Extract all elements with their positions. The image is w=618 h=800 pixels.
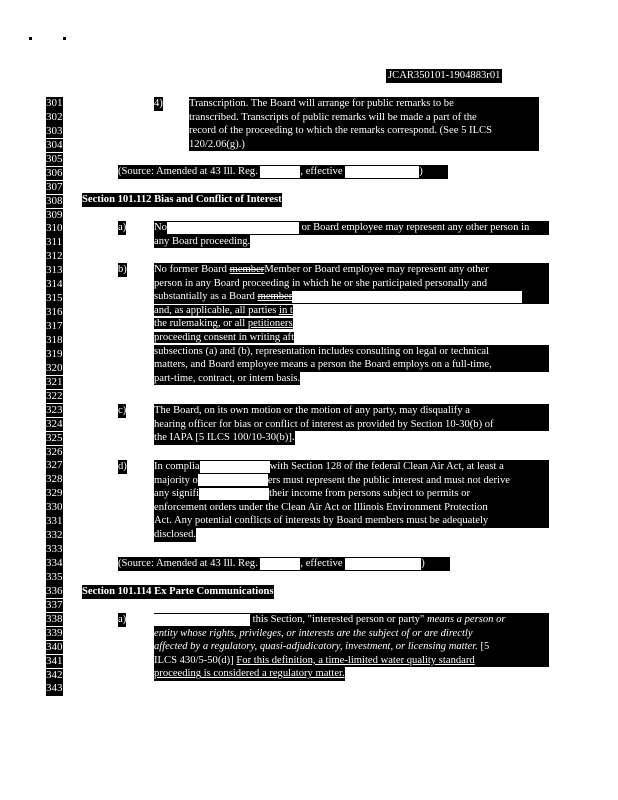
- line-number: 312: [46, 250, 63, 263]
- text-line: this Section, "interested person or party" means a person or: [154, 613, 549, 627]
- text-line: part-time, contract, or intern basis.: [154, 372, 301, 384]
- text-line: affected by a regulatory, quasi-adjudicatory, investment, or licensing matter. [5: [154, 640, 549, 654]
- line-number: 322: [46, 389, 63, 402]
- text-line: majority o ers must represent the public interest and must not derive: [154, 474, 549, 488]
- line-number: 323: [46, 403, 63, 416]
- redaction-gap: [260, 558, 300, 570]
- line-number: 337: [46, 598, 63, 611]
- scan-speck: [63, 37, 66, 40]
- line-number: 321: [46, 375, 63, 388]
- text-line: In complia with Section 128 of the federal Clean Air Act, at least a: [154, 460, 549, 474]
- redaction-gap: [292, 291, 522, 303]
- text-line: Transcription. The Board will arrange for public remarks to be: [189, 98, 454, 109]
- redaction-gap: [154, 614, 250, 626]
- line-number: 306: [46, 166, 63, 179]
- para-114a-body: [154, 613, 549, 681]
- redaction-gap: [198, 474, 268, 486]
- line-number: 332: [46, 529, 63, 542]
- line-number: 317: [46, 320, 63, 333]
- para-b-label: b): [118, 264, 127, 275]
- line-number: 310: [46, 222, 63, 235]
- line-number: 305: [46, 152, 63, 165]
- line-number: 343: [46, 682, 63, 695]
- redaction-gap: [293, 318, 529, 330]
- line-number: 315: [46, 292, 63, 305]
- line-number: 324: [46, 417, 63, 430]
- line-number: 333: [46, 543, 63, 556]
- line-number: 327: [46, 459, 63, 472]
- source-suffix: ): [421, 558, 425, 569]
- redaction-gap: [293, 304, 533, 316]
- text-line: transcribed. Transcripts of public remarks will be made a part of the: [189, 111, 477, 123]
- redaction-gap: [199, 488, 269, 500]
- text-line: entity whose rights, privileges, or interests are the subject of or are directly: [154, 627, 549, 641]
- source-note: [118, 557, 450, 571]
- source-note: [118, 165, 448, 179]
- line-number: 331: [46, 515, 63, 528]
- line-number: 339: [46, 626, 63, 639]
- transcription-label: 4): [154, 98, 163, 109]
- line-number: 328: [46, 473, 63, 486]
- text-line: subsections (a) and (b), representation includes consulting on legal or technical: [154, 345, 549, 359]
- redaction-gap: [200, 461, 270, 473]
- redaction-gap: [260, 166, 300, 178]
- line-number: 318: [46, 333, 63, 346]
- line-number: 329: [46, 487, 63, 500]
- line-number: 319: [46, 347, 63, 360]
- source-mid: , effective: [300, 558, 346, 569]
- line-number: 320: [46, 361, 63, 374]
- transcription-paragraph: [189, 97, 539, 151]
- line-number: 313: [46, 264, 63, 277]
- para-c-body: [154, 404, 549, 445]
- text-line: ILCS 430/5-50(d)] For this definition, a time-limited water quality standard: [154, 654, 549, 668]
- line-number: 302: [46, 110, 63, 123]
- text-line: enforcement orders under the Clean Air Act or Illinois Environment Protection: [154, 501, 549, 515]
- scan-speck: [29, 37, 32, 40]
- line-number: 308: [46, 194, 63, 207]
- para-c-label: c): [118, 405, 127, 416]
- source-prefix: (Source: Amended at 43 Ill. Reg.: [118, 166, 261, 177]
- redaction-gap: [345, 558, 421, 570]
- text-line: proceeding is considered a regulatory matter.: [154, 668, 345, 680]
- section-heading: Section 101.114 Ex Parte Communications: [82, 586, 274, 597]
- text-line: No former Board memberMember or Board employee may represent any other: [154, 263, 549, 277]
- redaction-gap: [167, 222, 299, 234]
- line-number: 330: [46, 501, 63, 514]
- line-number: 334: [46, 557, 63, 570]
- text-line: matters, and Board employee means a person the Board employs on a full-time,: [154, 358, 549, 372]
- text-line: person in any Board proceeding in which he or she participated personally and: [154, 277, 549, 291]
- line-number: 338: [46, 612, 63, 625]
- line-number: 307: [46, 180, 63, 193]
- line-number: 304: [46, 138, 63, 151]
- para-114a-label: a): [118, 614, 127, 625]
- line-number: 311: [46, 236, 63, 249]
- source-suffix: ): [419, 166, 423, 177]
- text-line: any Board proceeding.: [154, 235, 251, 247]
- text-line: substantially as a Board member: [154, 290, 549, 304]
- text-line: The Board, on its own motion or the motion of any party, may disqualify a: [154, 404, 549, 418]
- redaction-gap: [294, 332, 524, 344]
- text-line: the IAPA [5 ILCS 100/10-30(b)].: [154, 432, 295, 444]
- para-d-label: d): [118, 461, 127, 472]
- text-line: disclosed.: [154, 528, 197, 540]
- source-mid: , effective: [300, 166, 346, 177]
- line-number: 326: [46, 445, 63, 458]
- text-line: the rulemaking, or all petitioners: [154, 317, 549, 331]
- text-line: No or Board employee may represent any other person in: [154, 221, 549, 235]
- para-a-label: a): [118, 222, 127, 233]
- line-number: 325: [46, 431, 63, 444]
- para-b-body: [154, 263, 549, 385]
- text-line: Act. Any potential conflicts of interests by Board members must be adequately: [154, 514, 549, 528]
- redaction-gap: [345, 166, 419, 178]
- line-number: 336: [46, 584, 63, 597]
- line-number: 335: [46, 570, 63, 583]
- text-line: any signifi their income from persons subject to permits or: [154, 487, 549, 501]
- line-number: 340: [46, 640, 63, 653]
- document-id: JCAR350101-1904883r01: [388, 70, 501, 81]
- line-number: 316: [46, 306, 63, 319]
- text-line: proceeding consent in writing aft: [154, 331, 549, 345]
- text-line: record of the proceeding to which the remarks correspond. (See 5 ILCS: [189, 125, 492, 137]
- para-a-body: [154, 221, 549, 248]
- source-prefix: (Source: Amended at 43 Ill. Reg.: [118, 558, 261, 569]
- line-number: 342: [46, 668, 63, 681]
- section-heading: Section 101.112 Bias and Conflict of Interest: [82, 194, 282, 205]
- para-d-body: [154, 460, 549, 542]
- line-number: 341: [46, 654, 63, 667]
- text-line: hearing officer for bias or conflict of interest as provided by Section 10-30(b) of: [154, 418, 549, 432]
- text-line: and, as applicable, all parties in t: [154, 304, 549, 318]
- line-number: 314: [46, 278, 63, 291]
- line-number: 309: [46, 208, 63, 221]
- line-number: 301: [46, 97, 63, 109]
- line-number: 303: [46, 124, 63, 137]
- text-line: 120/2.06(g).): [189, 138, 245, 150]
